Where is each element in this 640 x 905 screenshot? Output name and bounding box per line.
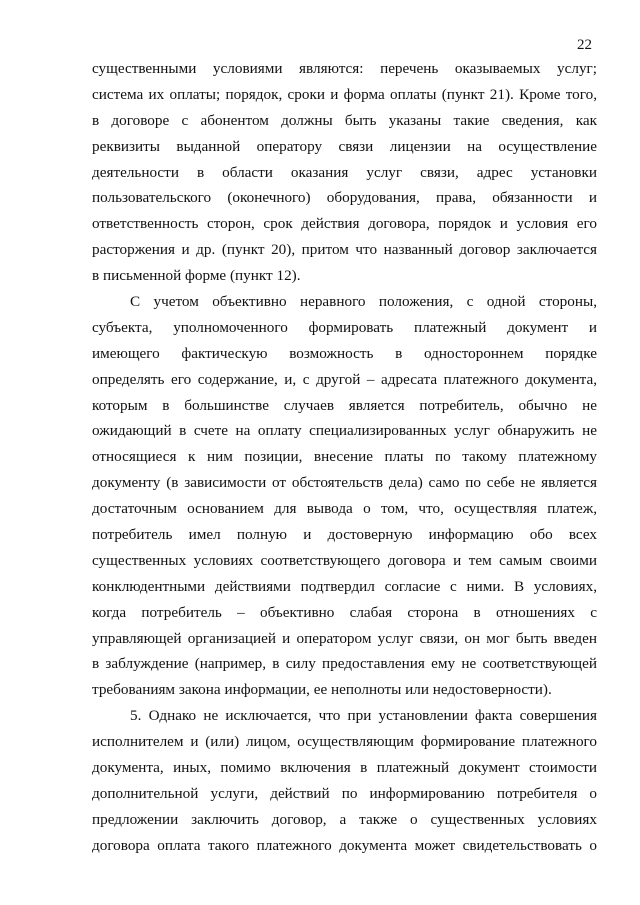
text-line: достаточным основанием для вывода о том, что, осуществляя платеж, — [92, 500, 597, 518]
text-line: реквизиты выданной оператору связи лицензии на осуществление — [92, 137, 597, 155]
text-line: ответственность сторон, срок действия договора, порядок и условия его — [92, 215, 597, 233]
paragraph-first-line: С учетом объективно неравного положения, с одной стороны, — [130, 293, 597, 311]
paragraph-last-line: требованиям закона информации, ее неполноты или недостоверности). — [92, 681, 552, 699]
text-line: в договоре с абонентом должны быть указаны такие сведения, как — [92, 111, 597, 129]
text-line: управляющей организацией и оператором услуг связи, он мог быть введен — [92, 629, 597, 647]
text-line: система их оплаты; порядок, сроки и форма оплаты (пункт 21). Кроме того, — [92, 85, 597, 103]
text-line: дополнительной услуги, действий по информированию потребителя о — [92, 784, 597, 802]
text-line: существенных условиях соответствующего договора и тем самым своими — [92, 551, 597, 569]
text-line: в заблуждение (например, в силу предоставления ему не соответствующей — [92, 655, 597, 673]
text-line: расторжения и др. (пункт 20), притом что названный договор заключается — [92, 241, 597, 259]
text-line: предложении заключить договор, а также о существенных условиях — [92, 810, 597, 828]
text-line: определять его содержание, и, с другой – адресата платежного документа, — [92, 370, 597, 388]
text-line: деятельности в области оказания услуг связи, адрес установки — [92, 163, 597, 181]
text-line: когда потребитель – объективно слабая сторона в отношениях с — [92, 603, 597, 621]
text-line: относящиеся к ним позиции, внесение платы по такому платежному — [92, 448, 597, 466]
text-line: исполнителем и (или) лицом, осуществляющим формирование платежного — [92, 733, 597, 751]
text-line: договора оплата такого платежного документа может свидетельствовать о — [92, 836, 597, 854]
text-line: документу (в зависимости от обстоятельств дела) само по себе не является — [92, 474, 597, 492]
text-line: которым в большинстве случаев является потребитель, обычно не — [92, 396, 597, 414]
text-line: субъекта, уполномоченного формировать платежный документ и — [92, 318, 597, 336]
text-line: существенными условиями являются: перечень оказываемых услуг; — [92, 60, 597, 77]
text-line: потребитель имел полную и достоверную информацию обо всех — [92, 526, 597, 544]
document-body — [92, 56, 597, 859]
text-line: имеющего фактическую возможность в одностороннем порядке — [92, 344, 597, 362]
text-line: конклюдентными действиями подтвердил согласие с ними. В условиях, — [92, 577, 597, 595]
paragraph-first-line: 5. Однако не исключается, что при установлении факта совершения — [130, 707, 597, 725]
text-line: документа, иных, помимо включения в платежный документ стоимости — [92, 759, 597, 777]
page-number: 22 — [577, 37, 592, 53]
text-line: ожидающий в счете на оплату специализированных услуг обнаружить не — [92, 422, 597, 440]
paragraph-last-line: в письменной форме (пункт 12). — [92, 267, 301, 285]
text-line: пользовательского (оконечного) оборудования, права, обязанности и — [92, 189, 597, 207]
